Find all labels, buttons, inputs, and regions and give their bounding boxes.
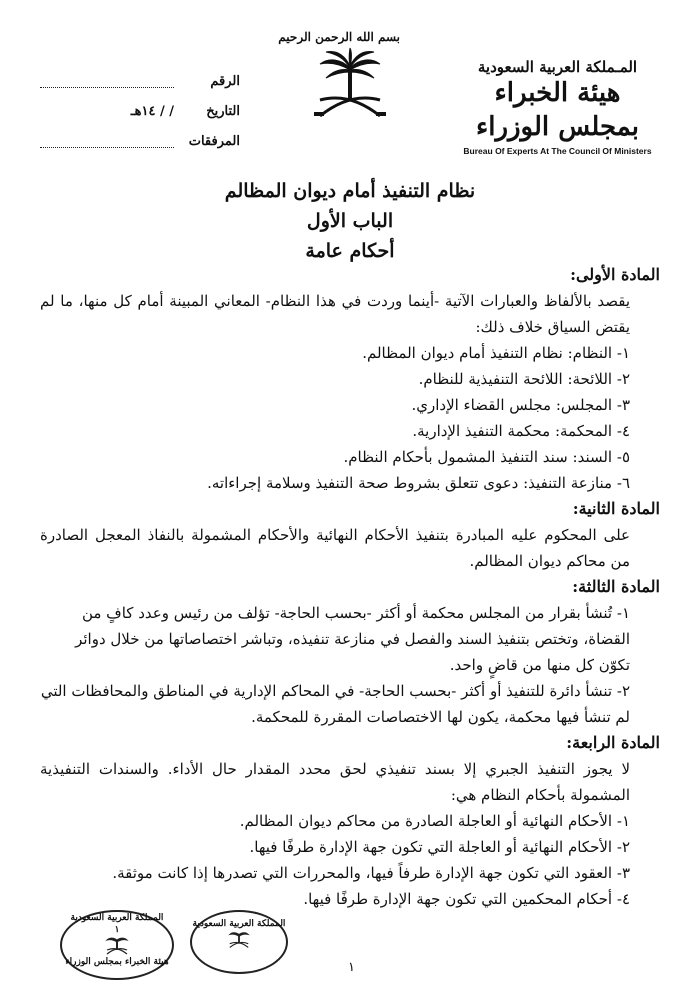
list-item: ٥- السند: سند التنفيذ المشمول بأحكام النظام. bbox=[343, 448, 630, 466]
official-seal-stamp bbox=[60, 910, 174, 980]
article-list bbox=[40, 808, 660, 912]
page-number: ١ bbox=[348, 960, 355, 975]
article-2 bbox=[40, 496, 660, 574]
letterhead bbox=[0, 30, 700, 155]
document-body bbox=[40, 262, 660, 912]
palm-swords-emblem-icon bbox=[310, 46, 390, 124]
seal-country-text: المملكة العربية السعودية bbox=[192, 919, 286, 929]
organization-name: هيئة الخبراء بمجلس الوزراء bbox=[476, 78, 639, 142]
article-intro: يقصد بالألفاظ والعبارات الآتية -أينما وردت في هذا النظام- المعاني المبينة أمام كل منها، ما لم يقتض السياق خلاف ذلك: bbox=[40, 292, 630, 336]
reference-number-row bbox=[40, 66, 240, 96]
document-titles bbox=[0, 176, 700, 266]
law-title: نظام التنفيذ أمام ديوان المظالم bbox=[224, 180, 476, 202]
seal-emblem-icon bbox=[104, 936, 130, 956]
date-label: التاريخ bbox=[206, 103, 240, 119]
definitions-list bbox=[40, 340, 660, 496]
basmala: بسم الله الرحمن الرحيم bbox=[278, 30, 400, 44]
date-row bbox=[40, 96, 240, 126]
list-item: ١- النظام: نظام التنفيذ أمام ديوان المظالم. bbox=[362, 344, 630, 362]
reference-number-label: الرقم bbox=[210, 73, 240, 89]
chapter-title: الباب الأول bbox=[306, 210, 394, 232]
attachments-row bbox=[40, 126, 240, 156]
article-1 bbox=[40, 262, 660, 496]
reference-number-line bbox=[40, 75, 174, 88]
seal-country-text: المملكة العربية السعودية bbox=[70, 913, 164, 923]
article-3 bbox=[40, 574, 660, 730]
list-item: ٢- الأحكام النهائية أو العاجلة التي تكون جهة الإدارة طرفًا فيها. bbox=[249, 838, 630, 856]
article-title: المادة الثانية: bbox=[572, 499, 660, 518]
page-footer bbox=[0, 910, 700, 1000]
article-title: المادة الرابعة: bbox=[566, 733, 660, 752]
article-list bbox=[40, 600, 660, 730]
list-item: ٢- تنشأ دائرة للتنفيذ أو أكثر -بحسب الحاجة- في المحاكم الإدارية في المناطق والمحافظات التي لم تنشأ فيها محكمة، يكون لها الاختصاصات المقررة للمحكمة. bbox=[40, 682, 630, 726]
seal-organization-text: هيئة الخبراء بمجلس الوزراء bbox=[65, 957, 169, 967]
list-item: ١- تُنشأ بقرار من المجلس محكمة أو أكثر -بحسب الحاجة- تؤلف من رئيس وعدد كافٍ من القضاة، وتختص بتنفيذ السند والفصل في منازعة تنفيذه، وتباشر اختصاصاتها من خلال دوائر تكوّن كل منها من قاضٍ واحد. bbox=[75, 604, 630, 674]
article-text: على المحكوم عليه المبادرة بتنفيذ الأحكام النهائية والأحكام المشمولة بالنفاذ المعجل الصادرة من محاكم ديوان المظالم. bbox=[40, 526, 630, 570]
section-title: أحكام عامة bbox=[305, 240, 395, 262]
list-item: ٤- أحكام المحكمين التي تكون جهة الإدارة طرفًا فيها. bbox=[303, 890, 630, 908]
list-item: ١- الأحكام النهائية أو العاجلة الصادرة من محاكم ديوان المظالم. bbox=[239, 812, 630, 830]
list-item: ٦- منازعة التنفيذ: دعوى تتعلق بشروط صحة التنفيذ وسلامة إجراءاته. bbox=[207, 474, 630, 492]
article-4 bbox=[40, 730, 660, 912]
article-intro: لا يجوز التنفيذ الجبري إلا بسند تنفيذي لحق محدد المقدار حال الأداء. والسندات التنفيذية المشمولة بأحكام النظام هي: bbox=[40, 760, 630, 804]
list-item: ٣- المجلس: مجلس القضاء الإداري. bbox=[411, 396, 630, 414]
article-title: المادة الثالثة: bbox=[572, 577, 660, 596]
country-name: المـملكة العربية السعودية bbox=[477, 58, 638, 76]
national-emblem bbox=[278, 30, 400, 124]
date-value: / / ١٤هـ bbox=[130, 103, 174, 119]
list-item: ٤- المحكمة: محكمة التنفيذ الإدارية. bbox=[412, 422, 630, 440]
official-seal-stamp bbox=[190, 910, 288, 974]
seal-number: ١ bbox=[114, 925, 120, 935]
list-item: ٣- العقود التي تكون جهة الإدارة طرفاً فيها، والمحررات التي تصدرها إذا كانت موثقة. bbox=[112, 864, 630, 882]
organization-name-english: Bureau Of Experts At The Council Of Ministers bbox=[463, 146, 652, 156]
attachments-label: المرفقات bbox=[188, 133, 240, 149]
reference-block bbox=[40, 66, 240, 156]
article-title: المادة الأولى: bbox=[570, 265, 660, 284]
attachments-line bbox=[40, 135, 174, 148]
list-item: ٢- اللائحة: اللائحة التنفيذية للنظام. bbox=[418, 370, 630, 388]
organization-block bbox=[455, 58, 660, 156]
seal-emblem-icon bbox=[227, 930, 251, 950]
